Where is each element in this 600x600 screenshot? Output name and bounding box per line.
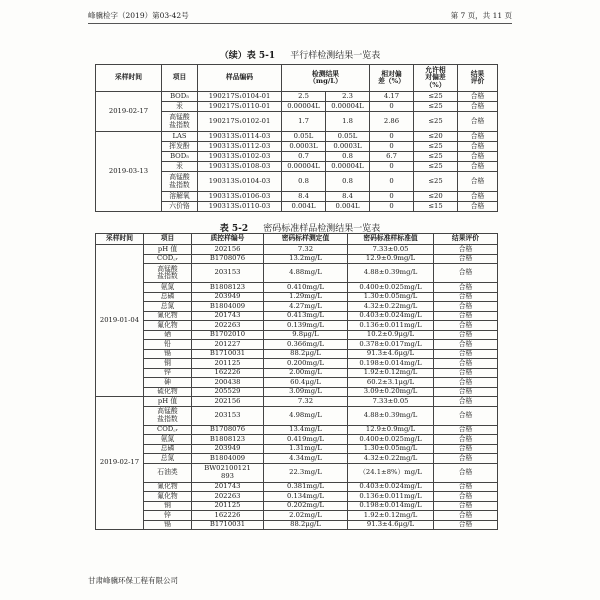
qc-code: 202263 <box>192 492 264 502</box>
standard-value: 4.88±0.39mg/L <box>348 264 434 283</box>
item-name: 镉 <box>144 520 192 530</box>
table-row <box>96 501 498 511</box>
measured-value: 1.29mg/L <box>264 292 348 302</box>
table-row <box>96 368 498 378</box>
table-row <box>96 387 498 397</box>
item-name: 锌 <box>144 368 192 378</box>
allowed-deviation: ≤15 <box>414 202 458 212</box>
sample-code: 190313S₁0108-03 <box>198 162 282 172</box>
measured-value: 1.31mg/L <box>264 444 348 454</box>
qc-code: 201227 <box>192 340 264 350</box>
sampling-date: 2019-02-17 <box>96 397 144 530</box>
measured-value: 13.4mg/L <box>264 425 348 435</box>
standard-value: 10.2±0.9μg/L <box>348 330 434 340</box>
result-value-1: 0.00004L <box>282 102 326 112</box>
result-value-2: 0.004L <box>326 202 370 212</box>
sample-code: 190217S₁0102-01 <box>198 112 282 132</box>
measured-value: 9.8μg/L <box>264 330 348 340</box>
evaluation: 合格 <box>458 102 498 112</box>
item-name: 硫化物 <box>144 387 192 397</box>
measured-value: 88.2μg/L <box>264 349 348 359</box>
evaluation: 合格 <box>434 359 498 369</box>
item-name: LAS <box>162 132 198 142</box>
qc-code: B1808123 <box>192 283 264 293</box>
standard-value: 7.33±0.05 <box>348 397 434 407</box>
qc-code: B1702010 <box>192 330 264 340</box>
table1-name: 平行样检测结果一览表 <box>290 51 381 61</box>
standard-value: 12.9±0.9mg/L <box>348 254 434 264</box>
table-row <box>96 482 498 492</box>
item-name: 高锰酸 盐指数 <box>144 406 192 425</box>
evaluation: 合格 <box>458 172 498 192</box>
evaluation: 合格 <box>434 368 498 378</box>
qc-code: B1710031 <box>192 520 264 530</box>
allowed-deviation: ≤25 <box>414 172 458 192</box>
sample-code: 190217S₁0104-01 <box>198 92 282 102</box>
evaluation: 合格 <box>434 482 498 492</box>
table-row <box>96 359 498 369</box>
measured-value: 4.88mg/L <box>264 264 348 283</box>
result-value-2: 8.4 <box>326 192 370 202</box>
item-name: pH 值 <box>144 245 192 255</box>
item-name: 铜 <box>144 359 192 369</box>
parallel-sample-table <box>95 64 498 212</box>
qc-code: 201743 <box>192 311 264 321</box>
evaluation: 合格 <box>434 501 498 511</box>
standard-value: 0.198±0.014mg/L <box>348 501 434 511</box>
col-sample-code: 样品编码 <box>198 65 282 92</box>
qc-code: 201125 <box>192 359 264 369</box>
standard-value: 0.198±0.014mg/L <box>348 359 434 369</box>
standard-value: 0.136±0.011mg/L <box>348 321 434 331</box>
col-rel-dev: 相对偏 差（%） <box>370 65 414 92</box>
measured-value: 22.3mg/L <box>264 463 348 482</box>
table-row <box>96 264 498 283</box>
evaluation: 合格 <box>434 283 498 293</box>
item-name: 氰化物 <box>144 311 192 321</box>
table-row <box>96 444 498 454</box>
qc-code: B1708076 <box>192 254 264 264</box>
item-name: COD꜀ᵣ <box>144 425 192 435</box>
evaluation: 合格 <box>434 292 498 302</box>
item-name: 氰化物 <box>144 482 192 492</box>
qc-code: 202156 <box>192 245 264 255</box>
table-row <box>96 245 498 255</box>
measured-value: 0.200mg/L <box>264 359 348 369</box>
evaluation: 合格 <box>434 340 498 350</box>
table-row <box>96 378 498 388</box>
item-name: 氨氮 <box>144 283 192 293</box>
standard-value: 0.403±0.024mg/L <box>348 311 434 321</box>
relative-deviation: 6.7 <box>370 152 414 162</box>
standard-value: 3.09±0.20mg/L <box>348 387 434 397</box>
table-row <box>96 132 498 142</box>
item-name: 总氮 <box>144 454 192 464</box>
evaluation: 合格 <box>434 245 498 255</box>
table-row <box>96 349 498 359</box>
standard-value: 7.33±0.05 <box>348 245 434 255</box>
table-row <box>96 520 498 530</box>
table2-caption: 表 5-2 <box>219 224 249 234</box>
result-value-2: 0.8 <box>326 152 370 162</box>
allowed-deviation: ≤25 <box>414 152 458 162</box>
evaluation: 合格 <box>458 112 498 132</box>
evaluation: 合格 <box>434 349 498 359</box>
standard-value: 0.403±0.024mg/L <box>348 482 434 492</box>
table2-name: 密码标准样品检测结果一览表 <box>263 224 381 234</box>
qc-code: B1710031 <box>192 349 264 359</box>
table-row <box>96 397 498 407</box>
qc-code: B1808123 <box>192 435 264 445</box>
item-name: 镉 <box>144 349 192 359</box>
measured-value: 88.2μg/L <box>264 520 348 530</box>
page-header <box>88 10 512 24</box>
evaluation: 合格 <box>458 202 498 212</box>
qc-code: 203153 <box>192 264 264 283</box>
sample-code: 190313S₁0112-03 <box>198 142 282 152</box>
item-name: 汞 <box>162 102 198 112</box>
sample-code: 190313S₁0110-03 <box>198 202 282 212</box>
col2-measured: 密码标样测定值 <box>264 234 348 245</box>
measured-value: 0.413mg/L <box>264 311 348 321</box>
evaluation: 合格 <box>434 397 498 407</box>
table-row <box>96 492 498 502</box>
sample-code: 190217S₁0110-01 <box>198 102 282 112</box>
standard-value: 4.32±0.22mg/L <box>348 454 434 464</box>
relative-deviation: 0 <box>370 102 414 112</box>
item-name: 总磷 <box>144 444 192 454</box>
item-name: COD꜀ᵣ <box>144 254 192 264</box>
col-item: 项目 <box>162 65 198 92</box>
item-name: 铅 <box>144 340 192 350</box>
table-row <box>96 92 498 102</box>
result-value-1: 0.0003L <box>282 142 326 152</box>
evaluation: 合格 <box>434 454 498 464</box>
item-name: 高锰酸 盐指数 <box>162 112 198 132</box>
measured-value: 0.134mg/L <box>264 492 348 502</box>
item-name: 总氮 <box>144 302 192 312</box>
item-name: 铜 <box>144 501 192 511</box>
relative-deviation: 0 <box>370 162 414 172</box>
standard-value: 91.3±4.6μg/L <box>348 520 434 530</box>
measured-value: 7.32 <box>264 397 348 407</box>
qc-code: 200438 <box>192 378 264 388</box>
table-row <box>96 435 498 445</box>
table-row <box>96 321 498 331</box>
measured-value: 2.02mg/L <box>264 511 348 521</box>
item-name: 砷 <box>144 378 192 388</box>
standard-value: 0.400±0.025mg/L <box>348 435 434 445</box>
allowed-deviation: ≤20 <box>414 132 458 142</box>
qc-code: 205529 <box>192 387 264 397</box>
page-number: 第 7 页，共 11 页 <box>450 11 512 20</box>
item-name: 锌 <box>144 511 192 521</box>
standard-value: 0.378±0.017mg/L <box>348 340 434 350</box>
standard-value: 1.30±0.05mg/L <box>348 292 434 302</box>
item-name: BOD₅ <box>162 92 198 102</box>
measured-value: 7.32 <box>264 245 348 255</box>
evaluation: 合格 <box>434 444 498 454</box>
item-name: 总磷 <box>144 292 192 302</box>
sample-code: 190313S₁0114-03 <box>198 132 282 142</box>
table1-caption: （续）表 5-1 <box>219 51 276 61</box>
item-name: 石油类 <box>144 463 192 482</box>
col2-item: 项目 <box>144 234 192 245</box>
standard-value: 0.136±0.011mg/L <box>348 492 434 502</box>
measured-value: 0.202mg/L <box>264 501 348 511</box>
col-result: 检测结果 （mg/L） <box>282 65 370 92</box>
qc-code: B1804009 <box>192 454 264 464</box>
result-value-1: 0.004L <box>282 202 326 212</box>
evaluation: 合格 <box>434 311 498 321</box>
qc-code: 203153 <box>192 406 264 425</box>
result-value-1: 8.4 <box>282 192 326 202</box>
result-value-1: 0.00004L <box>282 162 326 172</box>
evaluation: 合格 <box>434 520 498 530</box>
sampling-date: 2019-01-04 <box>96 245 144 397</box>
qc-code: B1708076 <box>192 425 264 435</box>
item-name: pH 值 <box>144 397 192 407</box>
allowed-deviation: ≤25 <box>414 162 458 172</box>
item-name: 高锰酸 盐指数 <box>162 172 198 192</box>
measured-value: 0.419mg/L <box>264 435 348 445</box>
result-value-1: 0.05L <box>282 132 326 142</box>
relative-deviation: 4.17 <box>370 92 414 102</box>
item-name: 氟化物 <box>144 492 192 502</box>
evaluation: 合格 <box>434 425 498 435</box>
table1-header-row <box>96 65 498 92</box>
evaluation: 合格 <box>458 132 498 142</box>
measured-value: 13.2mg/L <box>264 254 348 264</box>
measured-value: 4.98mg/L <box>264 406 348 425</box>
standard-value: 4.88±0.39mg/L <box>348 406 434 425</box>
allowed-deviation: ≤20 <box>414 192 458 202</box>
table-row <box>96 283 498 293</box>
standard-value: 60.2±3.1μg/L <box>348 378 434 388</box>
table-row <box>96 406 498 425</box>
table-row <box>96 311 498 321</box>
measured-value: 3.09mg/L <box>264 387 348 397</box>
evaluation: 合格 <box>434 321 498 331</box>
measured-value: 0.366mg/L <box>264 340 348 350</box>
qc-code: 202263 <box>192 321 264 331</box>
item-name: BOD₅ <box>162 152 198 162</box>
result-value-1: 1.7 <box>282 112 326 132</box>
allowed-deviation: ≤25 <box>414 112 458 132</box>
evaluation: 合格 <box>434 264 498 283</box>
col2-standard: 密码标准样标准值 <box>348 234 434 245</box>
qc-code: 202156 <box>192 397 264 407</box>
item-name: 六价铬 <box>162 202 198 212</box>
item-name: 挥发酚 <box>162 142 198 152</box>
table1-title <box>0 48 600 61</box>
col2-sampling-time: 采样时间 <box>96 234 144 245</box>
standard-value: 1.30±0.05mg/L <box>348 444 434 454</box>
item-name: 汞 <box>162 162 198 172</box>
item-name: 氨氮 <box>144 435 192 445</box>
col2-evaluation: 结果评价 <box>434 234 498 245</box>
measured-value: 4.34mg/L <box>264 454 348 464</box>
table-row <box>96 340 498 350</box>
measured-value: 60.4μg/L <box>264 378 348 388</box>
measured-value: 4.27mg/L <box>264 302 348 312</box>
sample-code: 190313S₁0102-03 <box>198 152 282 162</box>
evaluation: 合格 <box>434 463 498 482</box>
standard-value: （24.1±8%）mg/L <box>348 463 434 482</box>
standard-value: 12.9±0.9mg/L <box>348 425 434 435</box>
col-allow-dev: 允许相 对偏差 （%） <box>414 65 458 92</box>
evaluation: 合格 <box>434 378 498 388</box>
measured-value: 0.381mg/L <box>264 482 348 492</box>
evaluation: 合格 <box>434 302 498 312</box>
qc-code: 203949 <box>192 444 264 454</box>
evaluation: 合格 <box>458 142 498 152</box>
sampling-date: 2019-02-17 <box>96 92 162 132</box>
relative-deviation: 0 <box>370 202 414 212</box>
table2-header-row <box>96 234 498 245</box>
relative-deviation: 0 <box>370 132 414 142</box>
evaluation: 合格 <box>458 192 498 202</box>
evaluation: 合格 <box>434 406 498 425</box>
evaluation: 合格 <box>434 330 498 340</box>
result-value-1: 2.5 <box>282 92 326 102</box>
evaluation: 合格 <box>434 387 498 397</box>
measured-value: 2.00mg/L <box>264 368 348 378</box>
qc-code: B1804009 <box>192 302 264 312</box>
result-value-2: 0.8 <box>326 172 370 192</box>
sampling-date: 2019-03-13 <box>96 132 162 212</box>
item-name: 溶解氧 <box>162 192 198 202</box>
qc-code: 203949 <box>192 292 264 302</box>
relative-deviation: 0 <box>370 172 414 192</box>
result-value-2: 0.05L <box>326 132 370 142</box>
evaluation: 合格 <box>434 435 498 445</box>
relative-deviation: 0 <box>370 192 414 202</box>
col2-qc-code: 质控样编号 <box>192 234 264 245</box>
col-evaluation: 结果 评价 <box>458 65 498 92</box>
table-row <box>96 254 498 264</box>
reference-sample-table <box>95 233 498 530</box>
company-footer: 甘肃峰骥环保工程有限公司 <box>88 576 178 585</box>
qc-code: 162226 <box>192 368 264 378</box>
item-name: 硒 <box>144 330 192 340</box>
evaluation: 合格 <box>434 254 498 264</box>
result-value-2: 2.3 <box>326 92 370 102</box>
standard-value: 1.92±0.12mg/L <box>348 368 434 378</box>
qc-code: 201743 <box>192 482 264 492</box>
measured-value: 0.139mg/L <box>264 321 348 331</box>
allowed-deviation: ≤25 <box>414 92 458 102</box>
qc-code: BW02100121 893 <box>192 463 264 482</box>
table-row <box>96 292 498 302</box>
table-row <box>96 302 498 312</box>
relative-deviation: 0 <box>370 142 414 152</box>
table-row <box>96 454 498 464</box>
evaluation: 合格 <box>458 162 498 172</box>
evaluation: 合格 <box>458 92 498 102</box>
allowed-deviation: ≤25 <box>414 102 458 112</box>
result-value-1: 0.7 <box>282 152 326 162</box>
result-value-2: 0.0003L <box>326 142 370 152</box>
sample-code: 190313S₁0104-03 <box>198 172 282 192</box>
evaluation: 合格 <box>434 511 498 521</box>
report-number: 峰骥检字（2019）第03-42号 <box>88 11 189 20</box>
table-row <box>96 463 498 482</box>
allowed-deviation: ≤25 <box>414 142 458 152</box>
result-value-2: 0.00004L <box>326 162 370 172</box>
relative-deviation: 2.86 <box>370 112 414 132</box>
table-row <box>96 511 498 521</box>
table-row <box>96 330 498 340</box>
qc-code: 162226 <box>192 511 264 521</box>
result-value-2: 0.00004L <box>326 102 370 112</box>
item-name: 氟化物 <box>144 321 192 331</box>
evaluation: 合格 <box>458 152 498 162</box>
result-value-2: 1.8 <box>326 112 370 132</box>
table-row <box>96 425 498 435</box>
sample-code: 190313S₁0106-03 <box>198 192 282 202</box>
standard-value: 4.32±0.22mg/L <box>348 302 434 312</box>
measured-value: 0.410mg/L <box>264 283 348 293</box>
result-value-1: 0.8 <box>282 172 326 192</box>
standard-value: 1.92±0.12mg/L <box>348 511 434 521</box>
item-name: 高锰酸 盐指数 <box>144 264 192 283</box>
col-sampling-time: 采样时间 <box>96 65 162 92</box>
evaluation: 合格 <box>434 492 498 502</box>
qc-code: 201125 <box>192 501 264 511</box>
standard-value: 0.400±0.025mg/L <box>348 283 434 293</box>
standard-value: 91.3±4.6μg/L <box>348 349 434 359</box>
